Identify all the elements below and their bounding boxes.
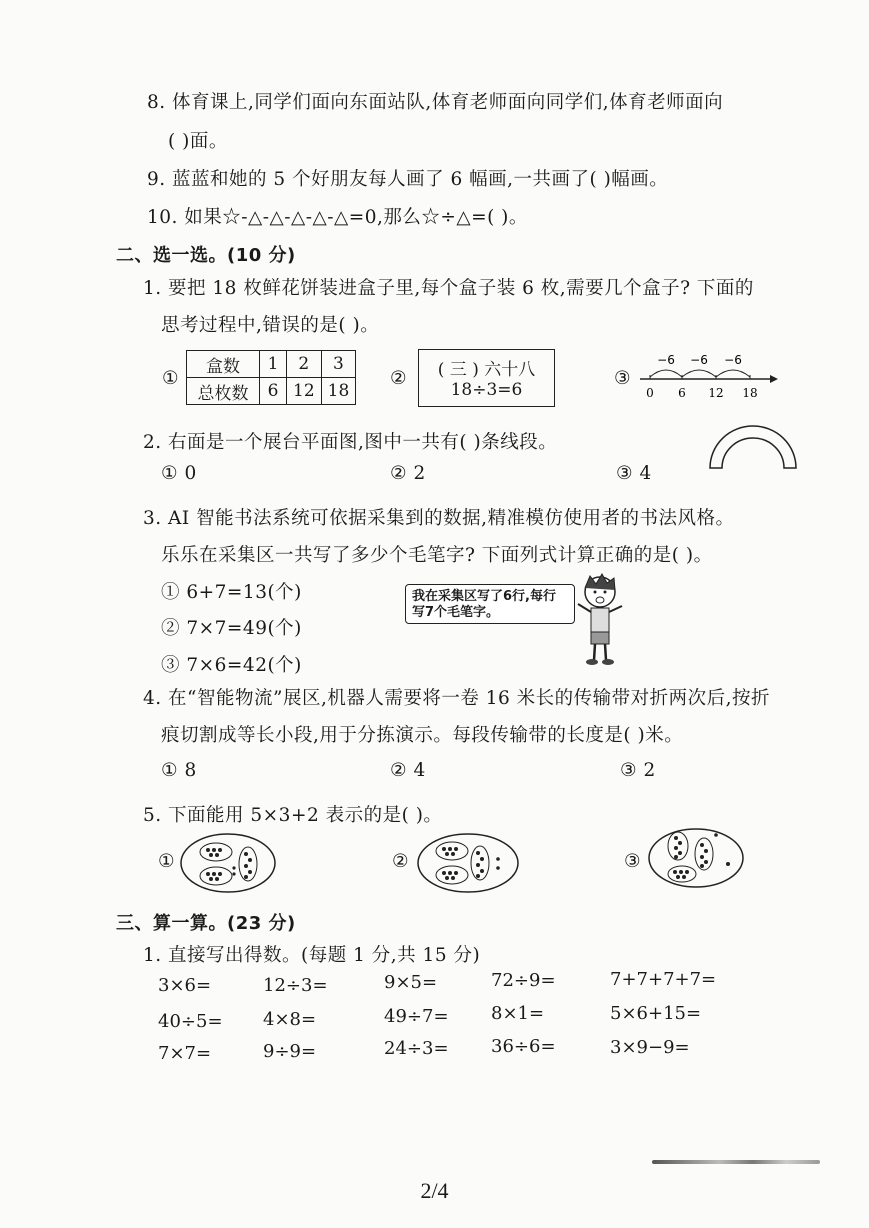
division-box	[418, 349, 555, 407]
jump-label: −6	[657, 353, 675, 367]
s2q4-option-1: ① 8	[161, 760, 197, 781]
dot-group-option-2	[416, 832, 526, 894]
s2-question-3-line1: 3. AI 智能书法系统可依据采集到的数据,精准模仿使用者的书法风格。	[143, 508, 735, 529]
calc-item: 3×6=	[158, 975, 212, 996]
calc-item: 4×8=	[263, 1009, 317, 1030]
question-8-line2: ( )面。	[168, 131, 228, 152]
calc-item: 36÷6=	[491, 1036, 556, 1057]
scan-smudge	[652, 1160, 820, 1164]
boy-illustration	[570, 570, 630, 670]
tick-label: 12	[708, 386, 724, 400]
calc-item: 5×6+15=	[610, 1003, 702, 1024]
section-3-heading: 三、算一算。(23 分)	[116, 913, 296, 934]
table-cell: 12	[287, 378, 322, 405]
s2q2-option-1: ① 0	[161, 463, 197, 484]
boxes-table	[186, 350, 356, 405]
number-line	[640, 355, 780, 405]
calc-item: 49÷7=	[384, 1006, 449, 1027]
calc-item: 8×1=	[491, 1003, 545, 1024]
s2q1-option-mark-3: ③	[614, 368, 632, 389]
s2q3-option-1: ① 6+7=13(个)	[161, 582, 302, 603]
calc-item: 3×9−9=	[610, 1037, 690, 1058]
division-box-line2: 18÷3=6	[450, 380, 523, 400]
s2-question-5: 5. 下面能用 5×3+2 表示的是( )。	[143, 805, 443, 826]
s2-question-2: 2. 右面是一个展台平面图,图中一共有( )条线段。	[143, 432, 558, 453]
stage-arch	[708, 422, 798, 472]
calc-item: 9÷9=	[263, 1041, 317, 1062]
table-cell: 2	[287, 351, 322, 378]
s2q4-option-3: ③ 2	[620, 760, 656, 781]
table-cell: 1	[260, 351, 287, 378]
s2q4-option-2: ② 4	[390, 760, 426, 781]
tick-label: 6	[678, 386, 686, 400]
table-cell: 18	[321, 378, 356, 405]
s2-question-3-line2: 乐乐在采集区一共写了多少个毛笔字? 下面列式计算正确的是( )。	[161, 545, 713, 566]
table-cell: 盒数	[187, 351, 260, 378]
tick-label: 18	[742, 386, 758, 400]
question-9: 9. 蓝蓝和她的 5 个好朋友每人画了 6 幅画,一共画了( )幅画。	[147, 169, 669, 190]
s2q5-option-mark-1: ①	[158, 851, 176, 872]
dot-group-option-3	[648, 826, 748, 888]
s2q2-option-2: ② 2	[390, 463, 426, 484]
s2-question-1-line1: 1. 要把 18 枚鲜花饼装进盒子里,每个盒子装 6 枚,需要几个盒子? 下面的	[143, 278, 754, 299]
calc-item: 72÷9=	[491, 970, 556, 991]
calc-item: 9×5=	[384, 972, 438, 993]
division-box-line1: ( 三 ) 六十八	[437, 360, 536, 380]
section-2-heading: 二、选一选。(10 分)	[116, 245, 296, 266]
tick-label: 0	[646, 386, 654, 400]
s2q1-option-mark-2: ②	[390, 368, 408, 389]
dot-group-option-1	[180, 832, 280, 894]
speech-bubble: 我在采集区写了6行,每行写7个毛笔字。	[405, 584, 575, 624]
s2-question-1-line2: 思考过程中,错误的是( )。	[161, 315, 380, 336]
calc-item: 7+7+7+7=	[610, 969, 717, 990]
calc-item: 12÷3=	[263, 975, 328, 996]
table-cell: 3	[321, 351, 356, 378]
jump-label: −6	[724, 353, 742, 367]
page-number: 2/4	[420, 1178, 449, 1203]
s3-question-1: 1. 直接写出得数。(每题 1 分,共 15 分)	[143, 945, 481, 966]
table-cell: 总枚数	[187, 378, 260, 405]
question-10: 10. 如果☆-△-△-△-△-△=0,那么☆÷△=( )。	[147, 207, 528, 228]
question-8-line1: 8. 体育课上,同学们面向东面站队,体育老师面向同学们,体育老师面向	[147, 92, 724, 113]
s2q5-option-mark-2: ②	[392, 851, 410, 872]
s2-question-4-line2: 痕切割成等长小段,用于分拣演示。每段传输带的长度是( )米。	[161, 725, 684, 746]
calc-item: 7×7=	[158, 1043, 212, 1064]
table-cell: 6	[260, 378, 287, 405]
s2q2-option-3: ③ 4	[616, 463, 652, 484]
calc-item: 40÷5=	[158, 1011, 223, 1032]
calc-item: 24÷3=	[384, 1038, 449, 1059]
s2q1-option-mark-1: ①	[162, 368, 180, 389]
s2q3-option-2: ② 7×7=49(个)	[161, 618, 302, 639]
jump-label: −6	[690, 353, 708, 367]
s2-question-4-line1: 4. 在“智能物流”展区,机器人需要将一卷 16 米长的传输带对折两次后,按折	[143, 688, 771, 709]
s2q3-option-3: ③ 7×6=42(个)	[161, 655, 302, 676]
s2q5-option-mark-3: ③	[624, 851, 642, 872]
